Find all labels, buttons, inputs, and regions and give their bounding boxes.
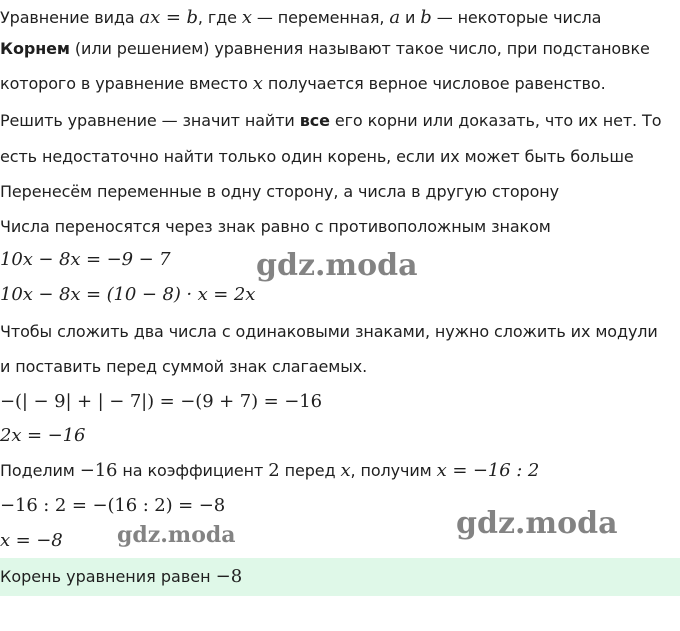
text-segment: — некоторые числа [431, 8, 602, 27]
equation-step-1: 10x − 8x = −9 − 7 [0, 249, 171, 270]
watermark-logo: gdz.moda [256, 248, 418, 283]
text-segment: Решить уравнение — значит найти [0, 111, 300, 130]
answer-text [0, 565, 242, 589]
text-segment: перед [279, 461, 341, 480]
definition-line-4 [0, 109, 661, 133]
text-segment: на коэффициент [117, 461, 269, 480]
definition-line-3 [0, 72, 606, 96]
text-segment: получается верное числовое равенство. [262, 74, 606, 93]
equation-step-5: −16 : 2 = −(16 : 2) = −8 [0, 495, 226, 516]
text-segment: Уравнение вида [0, 8, 140, 27]
watermark-logo: gdz.moda [456, 506, 618, 541]
equation-step-2: 10x − 8x = (10 − 8) · x = 2x [0, 284, 256, 305]
text-segment: , получим [350, 461, 437, 480]
text-segment: его корни или доказать, что их нет. То [329, 111, 662, 130]
definition-line-1 [0, 6, 601, 30]
text-segment: которого в уравнение вместо [0, 74, 253, 93]
step-sign-rule-text: Числа переносятся через знак равно с противоположным знаком [0, 217, 551, 236]
math-variable: x [241, 7, 252, 28]
math-expression: ax = b [139, 7, 198, 28]
text-segment: — переменная, [251, 8, 390, 27]
math-expression: x = −16 : 2 [436, 460, 540, 481]
bold-term: Корнем [0, 39, 70, 58]
answer-label: Корень уравнения равен [0, 567, 216, 586]
math-number: −16 [79, 460, 118, 481]
text-segment: , где [197, 8, 242, 27]
definition-line-5: есть недостаточно найти только один корень, если их может быть больше [0, 147, 634, 166]
math-variable: x [340, 460, 351, 481]
watermark-logo: gdz.moda [117, 522, 236, 548]
text-segment: (или решением) уравнения называют такое число, при подстановке [69, 39, 650, 58]
division-step-text [0, 459, 539, 483]
math-variable: x [252, 73, 263, 94]
math-variable: b [420, 7, 432, 28]
text-segment: Поделим [0, 461, 80, 480]
text-segment: и [399, 8, 421, 27]
bold-term: все [299, 111, 330, 130]
math-variable: a [389, 7, 400, 28]
definition-line-2 [0, 37, 650, 61]
answer-value: −8 [215, 566, 243, 587]
equation-step-3: −(| − 9| + | − 7|) = −(9 + 7) = −16 [0, 391, 322, 412]
addition-rule-line-2: и поставить перед суммой знак слагаемых. [0, 357, 368, 376]
addition-rule-line-1: Чтобы сложить два числа с одинаковыми знаками, нужно сложить их модули [0, 322, 658, 341]
step-transfer-text: Перенесём переменные в одну сторону, а числа в другую сторону [0, 182, 559, 201]
equation-step-6: x = −8 [0, 530, 63, 551]
equation-step-4: 2x = −16 [0, 425, 86, 446]
math-number: 2 [268, 460, 280, 481]
